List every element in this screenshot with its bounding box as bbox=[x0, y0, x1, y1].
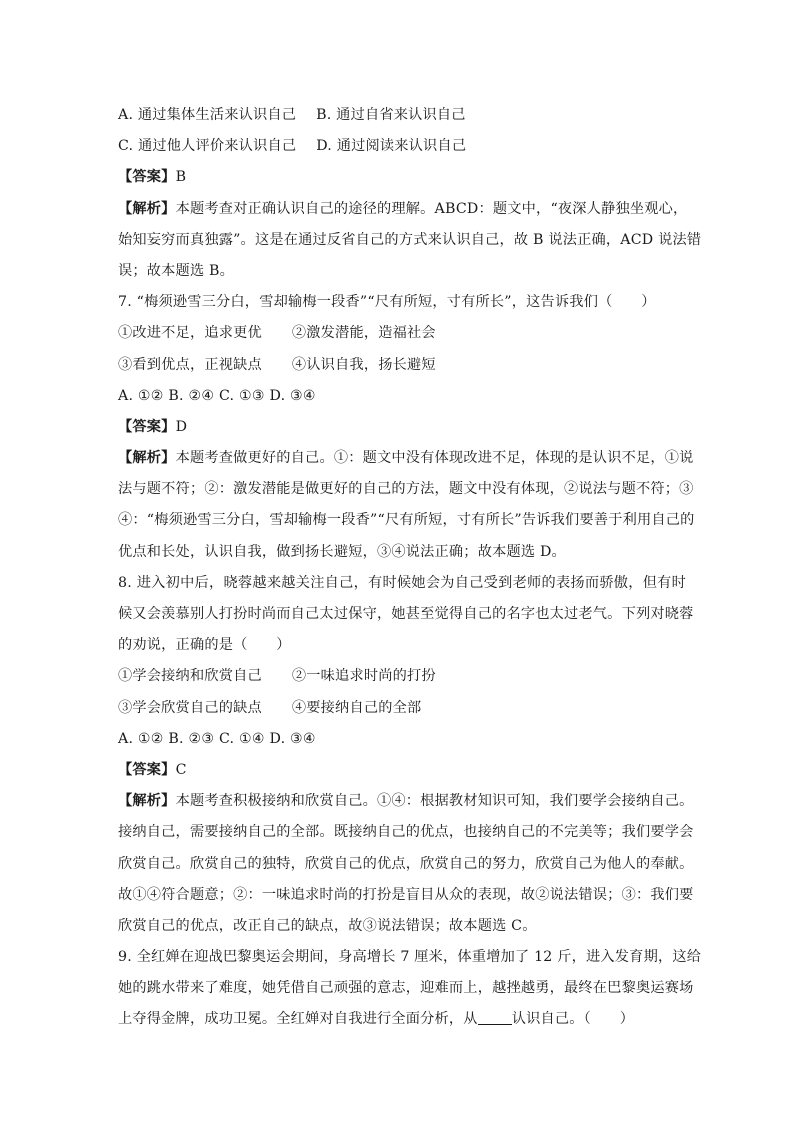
answer-value: B bbox=[175, 169, 187, 186]
q9-stem-text: 上夺得金牌，成功卫冕。全红婵对自我进行全面分析，从 bbox=[118, 1011, 478, 1028]
q6-analysis-line-3: 误；故本题选 B。 bbox=[118, 262, 235, 279]
analysis-tag: 【解析】 bbox=[118, 200, 176, 217]
q7-analysis-line-4: 优点和长处，认识自我，做到扬长避短，③④说法正确；故本题选 D。 bbox=[118, 543, 566, 560]
q8-item-3: ③学会欣赏自己的缺点 bbox=[118, 699, 262, 716]
answer-tag: 【答案】 bbox=[118, 169, 176, 186]
document-page bbox=[118, 100, 702, 1036]
analysis-text: 本题考查做更好的自己。①：题文中没有体现改进不足，体现的是认识不足，①说 bbox=[175, 450, 694, 467]
answer-tag: 【答案】 bbox=[118, 761, 176, 778]
q9-stem-line-3 bbox=[118, 1004, 686, 1035]
q7-item-4: ④认识自我，扬长避短 bbox=[291, 356, 436, 373]
q7-item-3: ③看到优点，正视缺点 bbox=[118, 356, 262, 373]
q6-analysis-line-1 bbox=[118, 194, 686, 225]
q9-stem-line-1: 9. 全红婵在迎战巴黎奥运会期间，身高增长 7 厘米，体重增加了 12 斤，进入发育期，这给 bbox=[118, 949, 702, 966]
answer-value: D bbox=[175, 418, 188, 435]
q9-stem-line-2: 她的跳水带来了难度，她凭借自己顽强的意志，迎难而上，越挫越勇，最终在巴黎奥运赛场 bbox=[118, 980, 694, 997]
answer-value: C bbox=[175, 761, 187, 778]
q8-analysis-line-4: 故①④符合题意；②：一味追求时尚的打扮是盲目从众的表现，故②说法错误；③：我们要 bbox=[118, 886, 694, 903]
q9-stem-text-end: 认识自己。（ ） bbox=[511, 1011, 635, 1028]
q7-item-2: ②激发潜能，造福社会 bbox=[291, 325, 436, 342]
q6-option-d: D. 通过阅读来认识自己 bbox=[316, 138, 467, 155]
q7-items-row-2 bbox=[118, 350, 686, 381]
q6-answer bbox=[118, 162, 686, 193]
q8-analysis-line-3: 欣赏自己。欣赏自己的独特，欣赏自己的优点，欣赏自己的努力，欣赏自己为他人的奉献。 bbox=[118, 855, 694, 872]
q8-analysis-line-5: 欣赏自己的优点，改正自己的缺点，故③说法错误；故本题选 C。 bbox=[118, 917, 537, 934]
q6-analysis-line-2: 始知妄穷而真独露”。这是在通过反省自己的方式来认识自己，故 B 说法正确，ACD 说法错 bbox=[118, 231, 702, 248]
analysis-text: 本题考查对正确认识自己的途径的理解。ABCD：题文中，“夜深人静独坐观心， bbox=[175, 200, 688, 217]
q8-items-row-2 bbox=[118, 693, 686, 724]
q7-choices: A. ①② B. ②④ C. ①③ D. ③④ bbox=[118, 387, 316, 404]
q6-option-a: A. 通过集体生活来认识自己 bbox=[118, 107, 297, 123]
q6-options-row-2 bbox=[118, 131, 686, 162]
q7-stem: 7. “梅须逊雪三分白，雪却输梅一段香”“尺有所短，寸有所长”，这告诉我们（ ） bbox=[118, 294, 656, 311]
q8-items-row-1 bbox=[118, 661, 686, 692]
q8-stem-line-1: 8. 进入初中后，晓蓉越来越关注自己，有时候她会为自己受到老师的表扬而骄傲，但有时 bbox=[118, 574, 686, 591]
q8-stem-line-2: 候又会羡慕别人打扮时尚而自己太过保守，她甚至觉得自己的名字也太过老气。下列对晓蓉 bbox=[118, 606, 694, 622]
q7-item-1: ①改进不足，追求更优 bbox=[118, 325, 262, 342]
q7-answer bbox=[118, 412, 686, 443]
q6-options-row-1 bbox=[118, 100, 686, 131]
q7-analysis-line-3: ④：“梅须逊雪三分白，雪却输梅一段香”“尺有所短，寸有所长”告诉我们要善于利用自己的 bbox=[118, 512, 695, 529]
q8-item-4: ④要接纳自己的全部 bbox=[291, 699, 422, 716]
q8-analysis-line-2: 接纳自己，需要接纳自己的全部。既接纳自己的优点，也接纳自己的不完美等；我们要学会 bbox=[118, 824, 694, 841]
analysis-text: 本题考查积极接纳和欣赏自己。①④：根据教材知识可知，我们要学会接纳自己。 bbox=[175, 793, 694, 810]
q8-item-2: ②一味追求时尚的打扮 bbox=[291, 668, 436, 685]
q6-option-b: B. 通过自省来认识自己 bbox=[316, 107, 466, 123]
q8-stem-line-3: 的劝说，正确的是（ ） bbox=[118, 637, 291, 654]
fill-in-blank bbox=[478, 1010, 512, 1025]
analysis-tag: 【解析】 bbox=[118, 450, 176, 467]
q6-option-c: C. 通过他人评价来认识自己 bbox=[118, 138, 297, 155]
q8-analysis-line-1 bbox=[118, 786, 694, 817]
answer-tag: 【答案】 bbox=[118, 418, 176, 435]
q8-item-1: ①学会接纳和欣赏自己 bbox=[118, 668, 262, 685]
q7-analysis-line-2: 法与题不符；②：激发潜能是做更好的自己的方法，题文中没有体现，②说法与题不符；③ bbox=[118, 481, 694, 498]
analysis-tag: 【解析】 bbox=[118, 793, 176, 810]
q7-items-row-1 bbox=[118, 318, 686, 349]
q8-answer bbox=[118, 755, 686, 786]
q8-choices: A. ①② B. ②③ C. ①④ D. ③④ bbox=[118, 730, 316, 747]
q7-analysis-line-1 bbox=[118, 443, 694, 474]
